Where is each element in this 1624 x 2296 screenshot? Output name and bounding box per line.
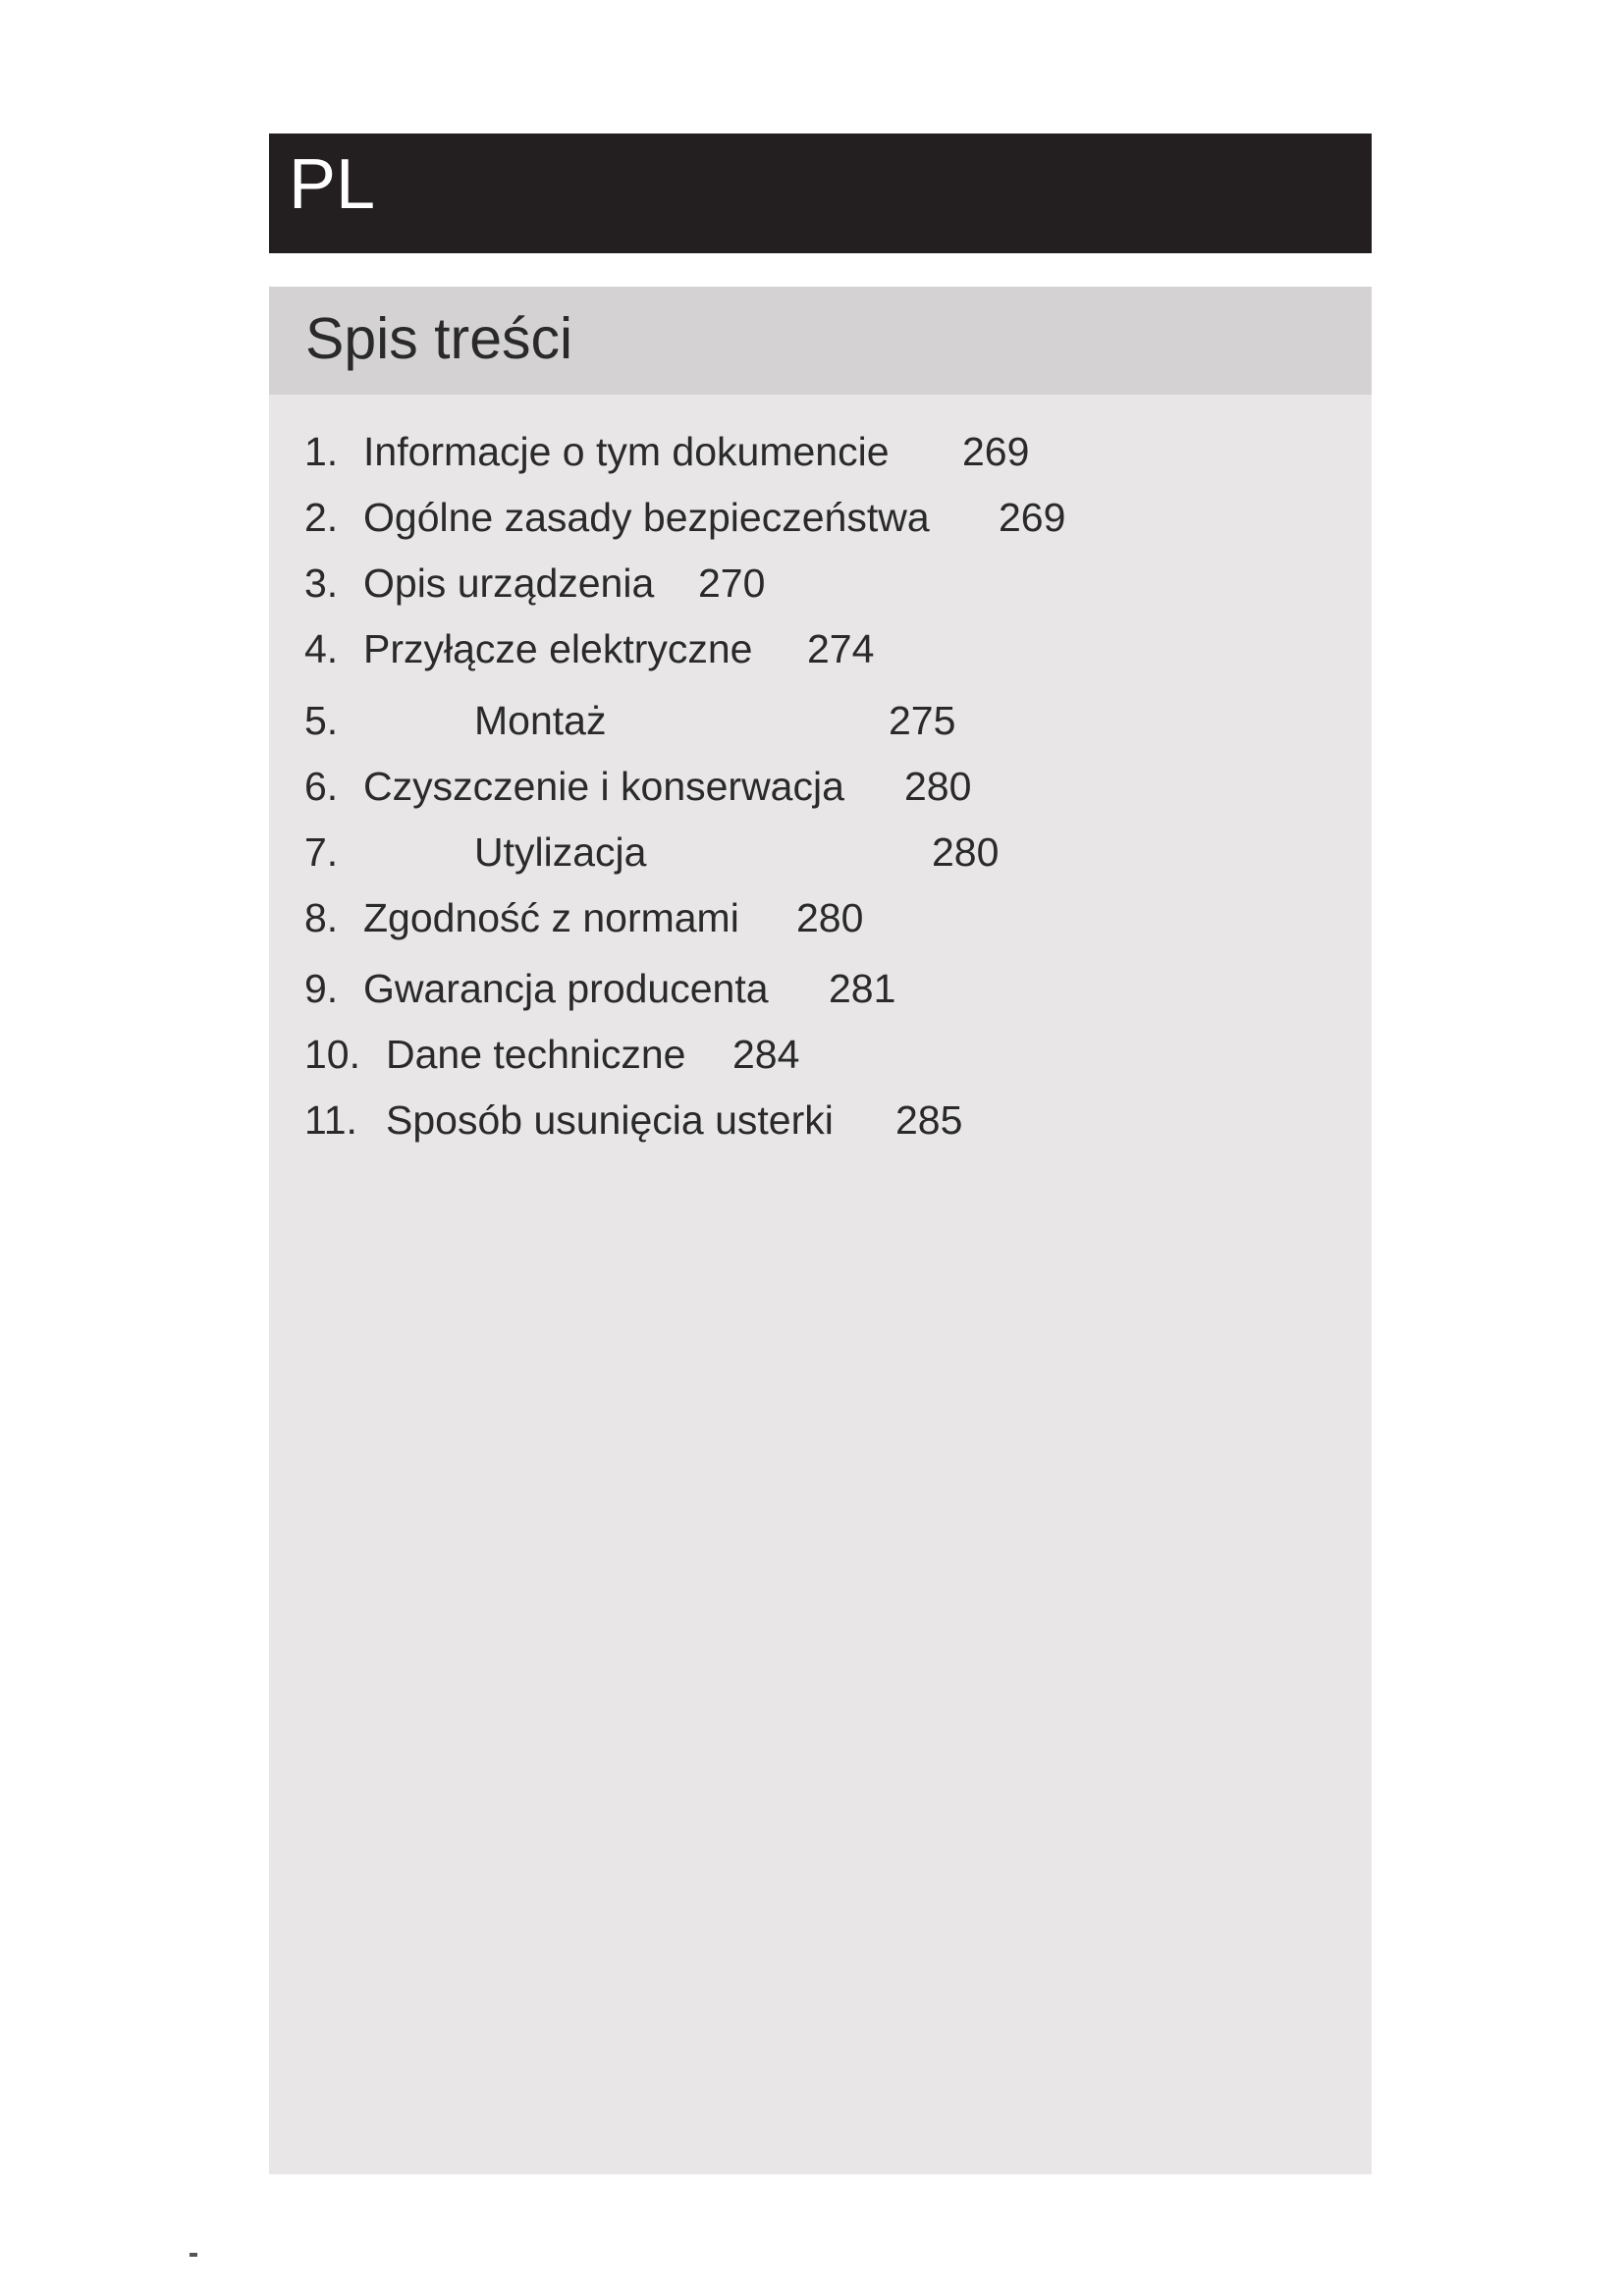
- toc-item-number: 7.: [304, 829, 339, 875]
- toc-item-label: Opis urządzenia: [363, 561, 655, 606]
- language-code: PL: [289, 145, 376, 224]
- toc-item-page: 284: [732, 1032, 800, 1077]
- toc-item-number: 9.: [304, 966, 339, 1011]
- toc-item-label: Dane techniczne: [386, 1032, 686, 1077]
- toc-item-number: 8.: [304, 895, 339, 940]
- toc-item-page: 274: [807, 626, 875, 671]
- toc-item-label: Przyłącze elektryczne: [363, 626, 753, 671]
- footer-mark: [189, 2253, 197, 2257]
- toc-item-page: 275: [889, 698, 956, 743]
- toc-title: Spis treści: [305, 306, 573, 371]
- toc-item-page: 269: [999, 495, 1066, 540]
- toc-item-page: 280: [932, 829, 1000, 875]
- toc-item-page: 269: [962, 429, 1030, 474]
- toc-item-number: 3.: [304, 561, 339, 606]
- table-of-contents: [269, 287, 1372, 2174]
- toc-item-page: 270: [698, 561, 766, 606]
- toc-item-number: 5.: [304, 698, 339, 743]
- toc-item-label: Utylizacja: [474, 829, 647, 875]
- toc-item-label: Informacje o tym dokumencie: [363, 429, 890, 474]
- toc-item-label: Ogólne zasady bezpieczeństwa: [363, 495, 930, 540]
- toc-item-label: Zgodność z normami: [363, 895, 739, 940]
- toc-item-number: 10.: [304, 1032, 360, 1077]
- toc-item-page: 280: [796, 895, 864, 940]
- toc-item-page: 281: [829, 966, 896, 1011]
- toc-item-label: Sposób usunięcia usterki: [386, 1097, 834, 1143]
- toc-item-number: 1.: [304, 429, 339, 474]
- toc-item-page: 280: [904, 764, 972, 809]
- toc-item-label: Czyszczenie i konserwacja: [363, 764, 844, 809]
- toc-item-label: Montaż: [474, 698, 607, 743]
- toc-item-number: 4.: [304, 626, 339, 671]
- toc-item-number: 2.: [304, 495, 339, 540]
- toc-header: [269, 287, 1372, 395]
- toc-item-label: Gwarancja producenta: [363, 966, 769, 1011]
- toc-item-number: 6.: [304, 764, 339, 809]
- language-header-bar: [269, 133, 1372, 253]
- toc-item-page: 285: [895, 1097, 963, 1143]
- toc-item-number: 11.: [304, 1097, 357, 1143]
